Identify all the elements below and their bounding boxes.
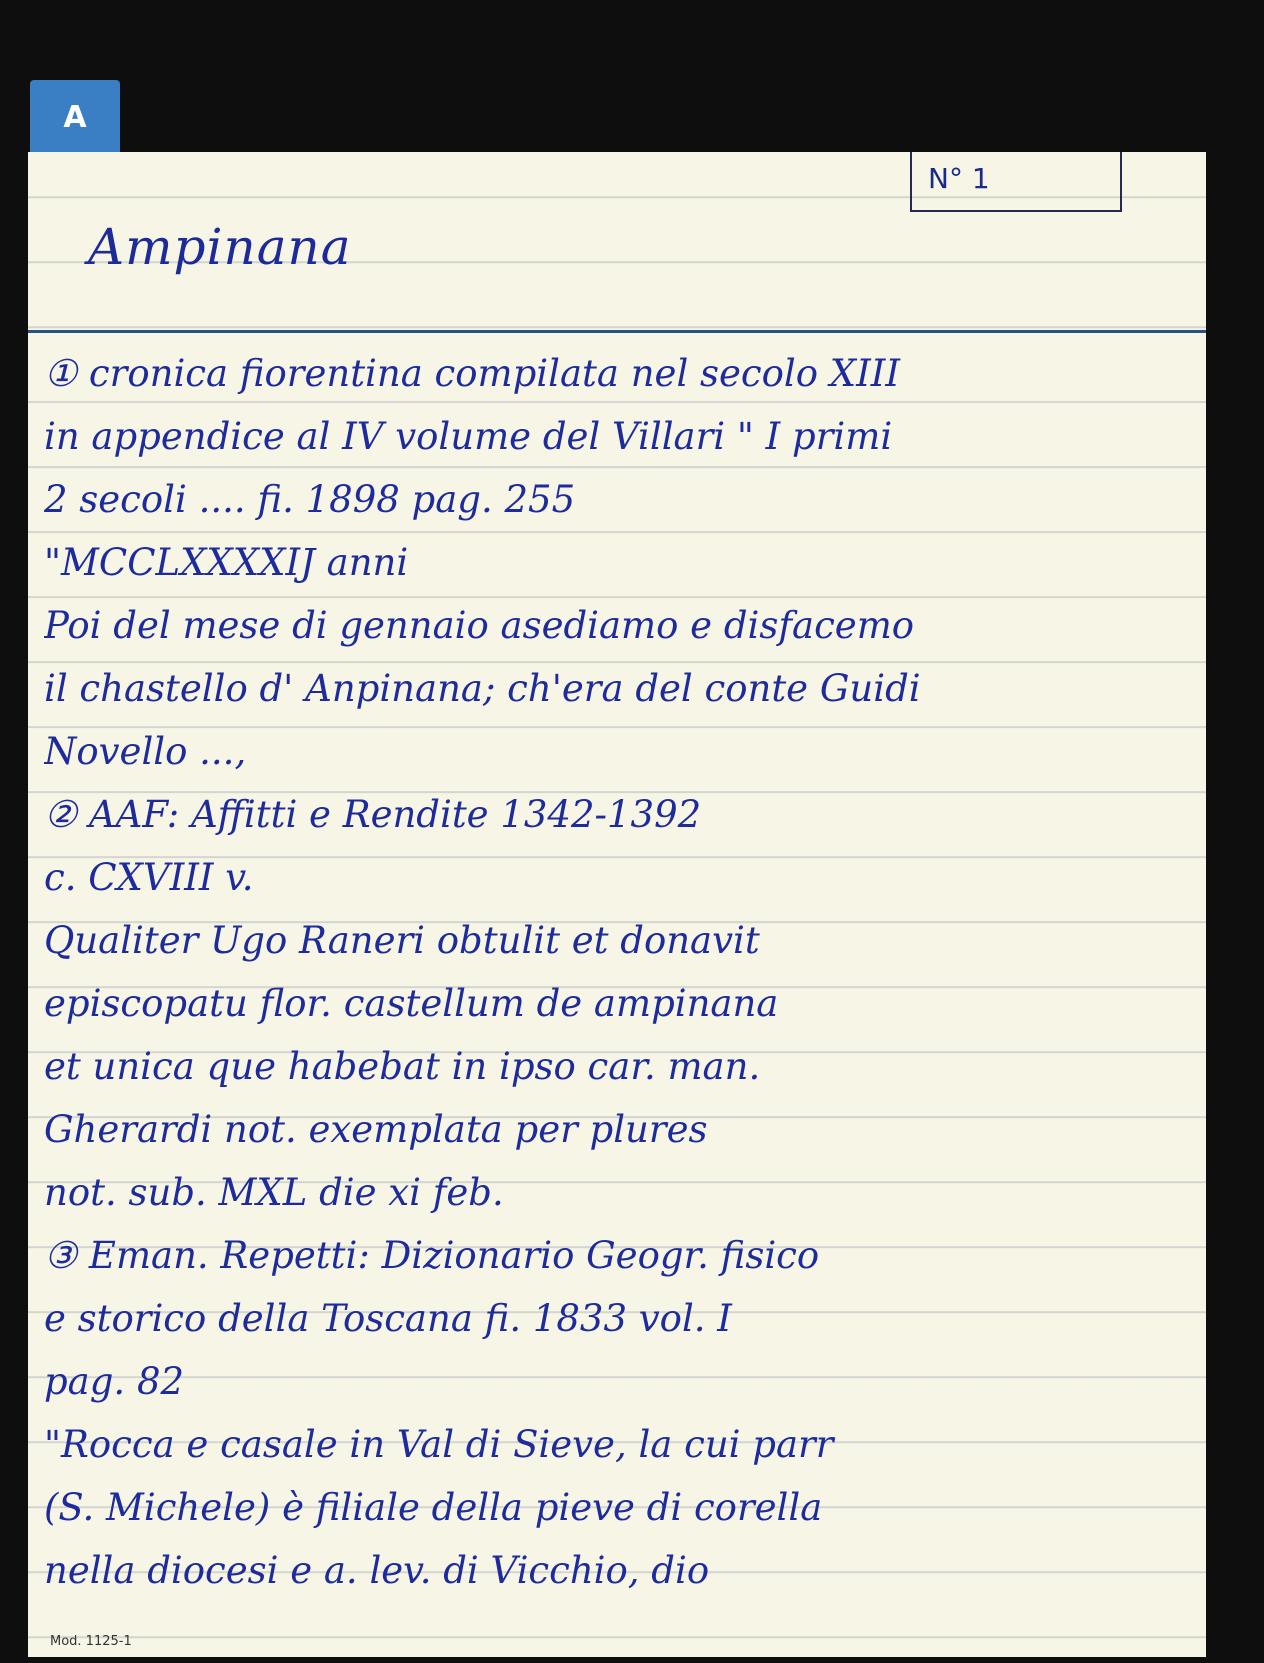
note-line: pag. 82: [44, 1360, 185, 1403]
note-line: ② AAF: Affitti e Rendite 1342-1392: [44, 793, 702, 836]
card-number: N° 1: [928, 162, 990, 195]
note-line: ③ Eman. Repetti: Dizionario Geogr. fisico: [44, 1234, 820, 1277]
note-line: in appendice al IV volume del Villari " I primi: [44, 415, 893, 458]
note-line: Poi del mese di gennaio asediamo e disfacemo: [44, 604, 915, 647]
note-line: Novello ...,: [44, 730, 247, 773]
note-line: "Rocca e casale in Val di Sieve, la cui parr: [44, 1423, 834, 1466]
card-number-box: [910, 152, 1122, 212]
index-card: [28, 152, 1206, 1657]
note-line: il chastello d' Anpinana; ch'era del conte Guidi: [44, 667, 921, 710]
note-line: (S. Michele) è filiale della pieve di corella: [44, 1486, 823, 1529]
note-line: "MCCLXXXXIJ anni: [44, 541, 409, 584]
note-line: e storico della Toscana fi. 1833 vol. I: [44, 1297, 732, 1340]
note-line: c. CXVIII v.: [44, 856, 254, 899]
title-rule: [28, 330, 1206, 333]
note-line: nella diocesi e a. lev. di Vicchio, dio: [44, 1549, 710, 1592]
note-line: episcopatu flor. castellum de ampinana: [44, 982, 779, 1025]
tab-letter: A: [63, 100, 87, 135]
note-line: 2 secoli .... fi. 1898 pag. 255: [44, 478, 576, 521]
card-title: Ampinana: [88, 218, 352, 276]
note-line: not. sub. MXL die xi feb.: [44, 1171, 504, 1214]
note-line: Qualiter Ugo Raneri obtulit et donavit: [44, 919, 760, 962]
form-code: Mod. 1125-1: [50, 1634, 132, 1649]
handwritten-notes: [44, 342, 1194, 1602]
card-tab: [30, 80, 120, 155]
note-line: et unica que habebat in ipso car. man.: [44, 1045, 761, 1088]
note-line: Gherardi not. exemplata per plures: [44, 1108, 708, 1151]
note-line: ① cronica fiorentina compilata nel secolo XIII: [44, 352, 900, 395]
